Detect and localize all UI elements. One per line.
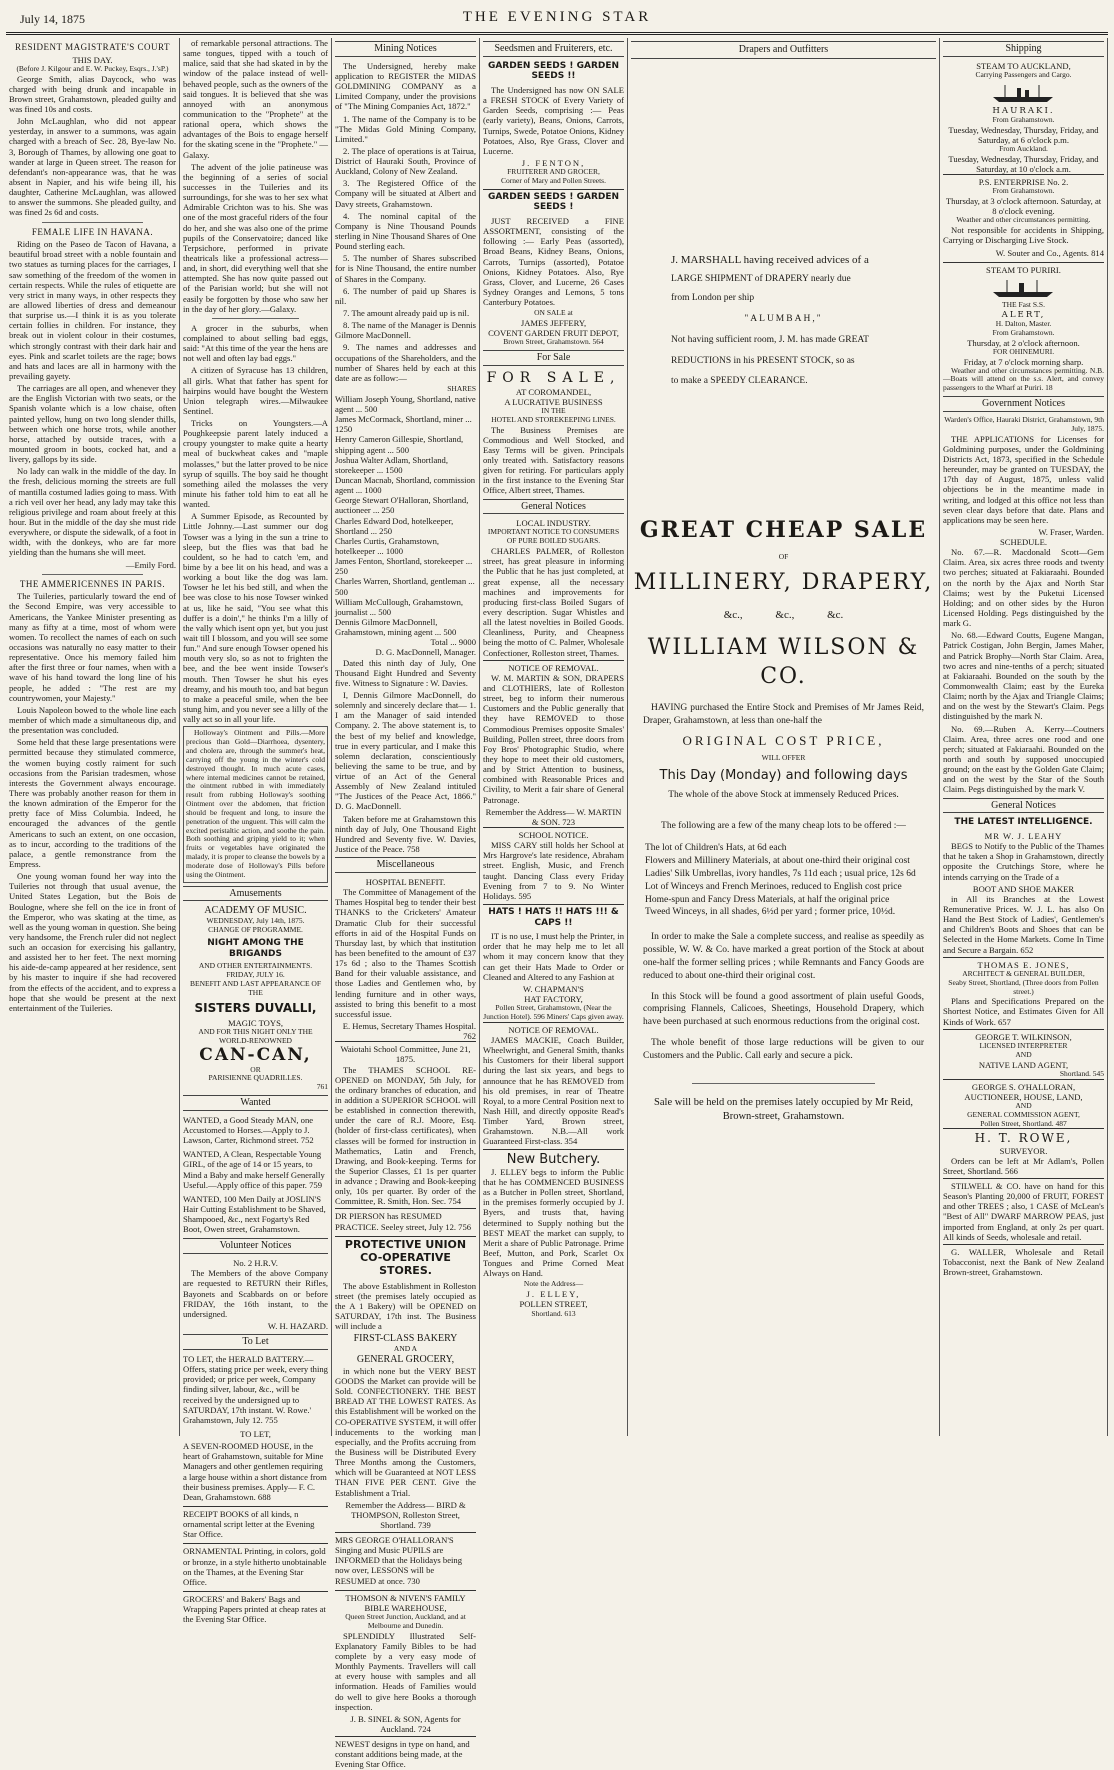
sale-goods: MILLINERY, DRAPERY,: [633, 570, 934, 596]
removal2-text: JAMES MACKIE, Coach Builder, Wheelwright, and General Smith, thanks his Customers for their liberal support during the last six years, and begs to announce that he has REMOVED from his old premises, in rear of Theatre Royal, to a more Central Position next to Nash Hill, and directly opposite Read's Timber Yard, Brown street, Grahamstown. N.B.—All work Guaranteed First-class. 354: [483, 1034, 624, 1147]
general-notices-heading: General Notices: [483, 499, 624, 515]
column-5: [628, 38, 940, 1436]
marshall-ship: "ALUMBAH,": [744, 313, 823, 324]
shareholder-row: Charles Edward Dod, hotelkeeper, Shortland ... 250: [335, 515, 454, 536]
weather-note: Weather and other circumstances permitting.: [956, 215, 1091, 225]
blank-space: [631, 63, 936, 253]
order-para: In order to make the Sale a complete success, and realise as speedily as possible, W. W. & Co. have marked a great portion of the Stock at about one-half the former selling prices ; while Remnants and Fancy Goods are reduced to about one-third their original cost.: [643, 932, 924, 981]
following-lots: The following are a few of the many cheap lots to be offered :—: [661, 820, 906, 831]
lot-item: Tweed Winceys, in all shades, 6½d per yard ; former price, 10½d.: [645, 907, 896, 918]
hats-address: Pollen Street, Grahamstown, (Near the Junction Hotel). 596 Miners' Caps given away.: [483, 1003, 624, 1021]
holloway-ad: Holloway's Ointment and Pills.—More precious than Gold—Diarrhoea, dysentery, and cholera are, through the summer's heat, carrying off the young in the winter's cold destroyed thought. In much acute cases, where internal medicines cannot be retained, the ointment rubbed in with immediately result from rubbing Holloway's soothing Ointment over the abdomen, that friction should be frequent and long, to insure the penetration of the unguent. This will calm the excited peristaltic action, and soothe the pain. Both soothing and griping yield to it; when fruits or vegetables have originated the malady, it is proper to cleanse the bowels by a moderate dose of Holloway's Pills before using the Ointment.: [183, 726, 328, 882]
academy-title: ACADEMY OF MUSIC.: [204, 905, 307, 917]
paris-para-3: Some held that these large presentations were permitted because they stimulated commerce, the women buying costly raiment for such occasions from the Parisian tradesmen, whose interests the Government always encourage. There was probably another reason for them in the known admiration of the Emperor for the pretty face of Miss Columbia. Indeed, he encouraged the advances of the gentle Americans to such an extent, on one occasion, as to incur, according to the traditions of the palace, a gentle remonstrance from the Empress.: [9, 737, 176, 869]
academy-friday: FRIDAY, JULY 16.: [226, 969, 285, 979]
divider: [42, 222, 142, 223]
government-heading: Government Notices: [943, 396, 1104, 412]
thomson-title: THOMSON & NIVEN'S FAMILY BIBLE WAREHOUSE,: [335, 1590, 476, 1613]
mining-manager: D. G. MacDonnell, Manager.: [375, 647, 476, 658]
marshall-line-2: LARGE SHIPMENT of DRAPERY nearly due: [671, 274, 851, 285]
schedule-item: No. 68.—Edward Coutts, Eugene Mangan, Patrick Costigan, John Bergin, James Maher, and Patrick Brophy—North Star Claim. Area, two acres and nine-tenths of a perch; situated at Fakiaraahi. Bounded on the south by the Commonwealth Claim; east by the Eureka Claim; north by the Ajax and Triangle Claims; and on the west by the Stewart's Claim. Pegs distinguished by the mark N.: [943, 630, 1104, 722]
mining-item: 6. The number of paid up Shares is nil.: [335, 285, 476, 306]
forsale-in: IN THE: [541, 405, 566, 415]
jeffery-name: JAMES JEFFERY,: [520, 318, 587, 329]
column-2: [180, 38, 332, 1625]
removal2-title: NOTICE OF REMOVAL.: [483, 1022, 624, 1035]
rowe-name: H. T. ROWE,: [943, 1128, 1104, 1145]
lot-item: Ladies' Silk Umbrellas, ivory handles, 7s 11d each ; usual price, 12s 6d: [645, 869, 916, 880]
jeffery-address: Brown Street, Grahamstown. 564: [503, 337, 604, 347]
jones-name: THOMAS E. JONES,: [943, 957, 1104, 970]
hats-factory: HAT FACTORY,: [524, 994, 583, 1005]
shareholder-row: Henry Cameron Gillespie, Shortland, shipping agent ... 500: [335, 434, 464, 455]
academy-quadrilles: PARISIENNE QUADRILLES.: [208, 1073, 303, 1083]
paris-para-2: Louis Napoleon bowed to the whole line each member of which made a simultaneous dip, and the presentation was concluded.: [9, 704, 176, 736]
hauraki-times-1: Tuesday, Wednesday, Thursday, Friday, and Saturday, at 6 o'clock p.m.: [948, 124, 1099, 145]
mining-item: 7. The amount already paid up is nil.: [343, 308, 470, 319]
coop-text: The above Establishment in Rolleston street (the premises lately occupied as the A 1 Bakery) will be OPENED on SATURDAY, 17th inst. The Business will include a: [335, 1280, 476, 1332]
fenton-name: J. FENTON,: [521, 158, 586, 168]
galaxy-para-1: of remarkable personal attractions. The same tongues, tipped with a touch of malice, said that she had skated in by the window of the palace instead of well-behaved people, such as the owners of the said tongues. It is believed that she was annoyed with an anonymous communication to the "Prophete" at the rational opera, which shows the advantages of the Bois to engage herself for the skating scene in the "Prophete." — Galaxy.: [183, 38, 328, 160]
alert-master: H. Dalton, Master.: [995, 318, 1052, 328]
not-responsible-note: Not responsible for accidents in Shipping, Carrying or Discharging Live Stock.: [943, 225, 1104, 246]
tolet-ad-2-title: TO LET,: [240, 1428, 271, 1439]
seeds2-text: JUST RECEIVED a FINE ASSORTMENT, consisting of the following :— Early Peas (assorted), Broad Beans, Kidney Beans, Onions, Carrots, Turnips (assorted), Potatoe Onions, Kidney Potatoes. Also, Rye Grass, Clover, and Lucerne, 26 Cases Sydney Oranges and Lemons, 5 tons Canterbury Potatoes.: [483, 216, 624, 308]
court-para-2: John McLaughlan, who did not appear yesterday, in answer to a summons, was again charged with a breach of Sec. 28, Bye-law No. 3, Borough of Thames, by allowing one goat to wander at large in Queen street. The reason for defendant's non-appearance was, that he was absent in Napier, and his wife being ill, his daughter, Catherine McLaughlan, was allowed to answer the summons. She pleaded guilty, and was fined 2s 6d and costs.: [9, 116, 176, 218]
enterprise-name: P.S. ENTERPRISE No. 2.: [943, 174, 1104, 187]
warden-head: Warden's Office, Hauraki District, Grahamstown, 9th July, 1875.: [944, 414, 1104, 433]
butchery-street: POLLEN STREET,: [519, 1299, 588, 1310]
mining-dated: Dated this ninth day of July, One Thousand Eight Hundred and Seventy five. Witness to Signature : W. Davies.: [335, 657, 476, 688]
mining-items: [335, 114, 476, 384]
misc-heading: Miscellaneous: [335, 857, 476, 873]
school-text: The THAMES SCHOOL RE-OPENED on MONDAY, 5th July, for the ordinary branches of education, and in addition a SUPERIOR SCHOOL will be established in connection therewith, under the care of R.J. Moore, Esq. (holder of first-class certificates), when classes will be formed for instruction in Mathematics, Latin and French, Drawing, and Book-keeping. Terms for the Superior Classes, £1 1s per quarter in advance ; Drawing and Book-keeping only, 10s per quarter. By order of the Committee, R. Smith, Hon. Sec. 754: [335, 1064, 476, 1207]
tolet-heading: To Let: [183, 1334, 328, 1350]
waller-ad: G. WALLER, Wholesale and Retail Tobacconist, next the Bank of New Zealand Brown-street, Grahamstown.: [943, 1244, 1104, 1277]
volunteer-text: The Members of the above Company are requested to RETURN their Rifles, Bayonets and Scabbards on or before FRIDAY, the 16th instant, to the undersigned.: [183, 1268, 328, 1319]
forsale-at: AT COROMANDEL,: [515, 386, 592, 397]
volunteer-heading: Volunteer Notices: [183, 1238, 328, 1254]
boot-shoe: BOOT AND SHOE MAKER: [972, 883, 1075, 894]
latest-intelligence: THE LATEST INTELLIGENCE.: [954, 817, 1093, 828]
sale-of: OF: [778, 551, 789, 561]
ohalloran-name: GEORGE S. O'HALLORAN,: [943, 1079, 1104, 1092]
schedule-title: SCHEDULE.: [999, 537, 1048, 548]
hauraki-from-1: From Grahamstown.: [992, 114, 1055, 124]
divider: [212, 318, 299, 319]
marshall-line-4: Not having sufficient room, J. M. has made GREAT: [671, 334, 869, 345]
butchery-note: Note the Address—: [523, 1279, 584, 1289]
hats-title: HATS ! HATS !! HATS !!! & CAPS !!: [483, 904, 624, 928]
ohalloran-address: Pollen Street, Shortland. 487: [980, 1118, 1067, 1128]
pierson-ad: DR PIERSON has RESUMED PRACTICE. Seeley street, July 12. 756: [335, 1208, 476, 1231]
alert-times-2: Friday, at 7 o'clock morning sharp.: [963, 356, 1084, 367]
alert-intro: THE Fast S.S.: [1002, 299, 1045, 309]
academy-other: AND OTHER ENTERTAINMENTS.: [198, 961, 313, 971]
removal-signature: Remember the Address— W. MARTIN & SON. 723: [485, 806, 622, 827]
paris-para-1: The Tuileries, particularly toward the end of the Second Empire, was very accessible to Americans, the Yankee Minister presenting as many as fifty at a time, most of whom were women. To recollect the names of each on such occasions was naturally no easy matter to their representative. Once his memory failed him after the first three or four names, when with a wave of his hand toward the long line of his people, he added : "The rest are my countrywomen, your Majesty.": [9, 591, 176, 703]
ohalloran-agent: GENERAL COMMISSION AGENT,: [967, 1109, 1080, 1119]
newest-type-ad: NEWEST designs in type on hand, and constant additions being made, at the Evening Star Office.: [335, 1736, 476, 1769]
steamship-icon: [989, 277, 1059, 299]
hospital-signature: E. Hemus, Secretary Thames Hospital. 762: [342, 1020, 476, 1042]
lots-list: [631, 842, 936, 919]
alert-from: From Grahamstown.: [992, 327, 1055, 337]
galaxy-para-2: The advent of the jolie patineuse was the beginning of a series of social successes in the Tuileries and its surroundings, for she was to her sex what Admirable Crichton was to his. She was one of the most graceful riders of the four do her, and she was also one of the prime pupils of the Conservatoire; danced like Terpsichore, performed in private theatricals like a professional actress—and, in short, did everything well that she attempted. She has now quite passed out of the Parisian world; but she will not easily be forgotten by those who saw her in the day of her glory.—Galaxy.: [183, 161, 328, 314]
court-sub: THIS DAY.: [72, 54, 113, 65]
steamship-icon: [989, 82, 1059, 104]
hauraki-times-2: Tuesday, Wednesday, Thursday, Friday, and Saturday, at 10 o'clock a.m.: [948, 153, 1099, 175]
coop-title: PROTECTIVE UNION CO-OPERATIVE STORES.: [335, 1236, 476, 1278]
jones-address: Seaby Street, Shortland, (Three doors from Pollen street.): [948, 977, 1099, 996]
benefit-para: The whole benefit of those large reductions will be given to our Customers and the Public. Call early and secure a pick.: [643, 1037, 924, 1061]
coop-and: AND A: [393, 1344, 418, 1354]
butchery-text: J. ELLEY begs to inform the Public that he has COMMENCED BUSINESS as a Butcher in Pollen street, Shortland, in the premises formerly occupied by J. Byers, and trusts that, having determined to Supply nothing but the BEST MEAT the market can supply, to Merit a share of Public Patronage. Prime Beef, Mutton, and Pork, Scarlet Ox Tongues and Prime Corned Meat Always on Hand.: [483, 1166, 624, 1279]
blank-space: [631, 388, 936, 516]
shareholder-row: William Joseph Young, Shortland, native agent ... 500: [335, 393, 476, 414]
alert-note: Weather and other circumstances permitting. N.B.—Boats will attend on the s.s. Alert, and convey passengers to the Wharf at Puriri. 18: [943, 365, 1104, 393]
lot-item: The lot of Children's Hats, at 6d each: [645, 843, 787, 854]
seeds-text: The Undersigned has now ON SALE a FRESH STOCK of Every Variety of Garden Seeds, comprising :— Peas (early variety), Beans, Onions, Carrots, Turnips, Swede, Potatoe Onions, Kidney Potatoes, Also, Rye Grass, Clover and Lucerne.: [483, 85, 624, 156]
forsale-heading: For Sale: [483, 350, 624, 366]
shares-head: SHARES: [447, 384, 476, 394]
wilkinson-town: Shortland. 545: [1059, 1068, 1104, 1078]
alert-times-1: Thursday, at 2 o'clock afternoon.: [967, 337, 1080, 348]
ohalloran-trade: AUCTIONEER, HOUSE, LAND,: [964, 1091, 1083, 1102]
academy-or: OR: [250, 1064, 261, 1074]
leahy-name: MR W. J. LEAHY: [984, 830, 1063, 841]
mining-item: 2. The place of operations is at Tairua, District of Hauraki South, Province of Auckland, Colony of New Zealand.: [335, 145, 476, 177]
amusements-heading: Amusements: [183, 886, 328, 902]
wanted-ad-1: WANTED, a Good Steady MAN, one Accustomed to Horses.—Apply to J. Lawson, Carter, Richmond street. 752: [183, 1114, 314, 1146]
school-notice-text: MISS CARY still holds her School at Mrs Hargrove's late residence, Abraham street. English, Music, and French taught. Dancing Class every Friday Evening from 7 to 9. No Winter Holidays. 595: [483, 840, 624, 901]
havana-para-1: Riding on the Paseo de Tacon of Havana, a beautiful broad street with a noble fountain and two statues as turning places for the carriages, I saw something of the freedom of the women in certain respects. While the rules of etiquette are very strict in many ways, in other respects they are allowed liberties of dress and demeanour that surprise us.—I think it is as you tolerate certain follies in children. For instance, they break out in violent colour in their costumes, which strongly contrast with their dark hair and eyes. Pink and scarlet toilets are the rage; bows and hats and laces are all in harmony with the prevailing gayety.: [9, 239, 176, 381]
shareholder-row: George Stewart O'Halloran, Shortland, auctioneer ... 250: [335, 495, 469, 516]
steam1-sub: Carrying Passengers and Cargo.: [975, 69, 1072, 79]
thomson-address: Queen Street Junction, Auckland, and at Melbourne and Dunedin.: [345, 1612, 466, 1630]
ohalloran-and: AND: [1015, 1100, 1032, 1110]
hospital-title: HOSPITAL BENEFIT.: [365, 876, 446, 887]
marshall-line-3: from London per ship: [671, 293, 755, 304]
summer-para: A Summer Episode, as Recounted by Little Johnny.—Last summer our dog Towser was a lying in the sun a trine to sleep, but the flies was that bad he couldent, so he had to catch 'em, and bime by a bee lit on his head, and was a working a bout like the dog was lam. Towser he let his bed still, and when the bee was close to his nose Towser winked at us, like he said, "You see what this duffer is a doin'," he thinks I'm a lilly of the vally which isent opn yet, but you just wait till I blossom, and you will see some fun." And sure enough Towser opened his mouth very slo, so as not to frighten the bee, and the bee went inside Towser's mouth. Then Towser he shut his eyes dreamy, and his mouth too, and bat begun to make a peaceful smile, when the bee stung him, and you never see a lilly of the vally act so in all your life.: [183, 511, 328, 725]
warden-text: THE APPLICATIONS for Licenses for Goldmining purposes, under the Goldmining Districts Act, 1873, specified in the Schedule hereunder, may be granted on TUESDAY, the 17th day of August, 1875, unless valid objections be in the meantime made in writing, and lodged at this office not less than seven clear days before that date. Plans and applications may be seen here.: [943, 433, 1104, 525]
grocer-para: A grocer in the suburbs, when complained to about selling bad eggs, said: "At this time of the year the hens are not well and often lay bad eggs.": [183, 322, 328, 364]
mining-item: 8. The name of the Manager is Dennis Gilmore MacDonnell.: [335, 320, 476, 341]
enterprise-from: From Grahamstown.: [992, 186, 1055, 196]
hats-name: W. CHAPMAN'S: [523, 983, 584, 994]
column-4: [480, 38, 628, 1436]
alert-ohinemuri: FOR OHINEMURI.: [992, 346, 1055, 356]
issue-date: July 14, 1875: [20, 12, 86, 26]
rowe-text: Orders can be left at Mr Adlam's, Pollen Street, Shortland. 566: [943, 1155, 1104, 1176]
shareholder-list: [335, 394, 476, 637]
hauraki-name: HAURAKI.: [992, 105, 1055, 116]
academy-cancan: CAN-CAN,: [199, 1045, 312, 1066]
newspaper-title: THE EVENING STAR: [462, 9, 652, 25]
wanted-ad-3: WANTED, 100 Men Daily at JOSLIN'S Hair Cutting Establishment to be Shaved, Shampooed, &c., next Fogarty's Red Boot, Owen street, Grahamstown.: [183, 1193, 326, 1235]
mining-intro: The Undersigned, hereby make application to REGISTER the MIDAS GOLDMINING COMPANY as a Limited Company, under the provisions of "The Mining Companies Act, 1872.": [335, 60, 476, 112]
mining-declaration: I, Dennis Gilmore MacDonnell, do solemnly and sincerely declare that— 1. I am the Manager of said intended Company. 2. The above statement is, to the best of my belief and knowledge, true in every particular, and I make this solemn declaration, conscientiously believing the same to be true, and by virtue of an Act of the General Assembly of New Zealand intituled "The Justices of the Peace Act, 1866." D. G. MacDonnell.: [335, 689, 476, 812]
wilson-having: HAVING purchased the Entire Stock and Premises of Mr James Reid, Draper, Grahamstown, at less than one-half the: [643, 702, 924, 726]
stock-para: In this Stock will be found a good assortment of plain useful Goods, comprising Flannels, Calicoes, Sheetings, Household Drapery, which have been purchased at such enormous reductions from the original cost.: [643, 991, 924, 1028]
grocers-bags-ad: GROCERS' and Bakers' Bags and Wrapping Papers printed at cheap rates at the Evening Star Office.: [183, 1591, 328, 1624]
forsale-hotel: HOTEL AND STOREKEEPING LINES.: [491, 414, 616, 424]
forsale-lucrative: A LUCRATIVE BUSINESS: [504, 396, 603, 407]
steam1-title: STEAM TO AUCKLAND,: [976, 60, 1071, 71]
tolet-ad-2: A SEVEN-ROOMED HOUSE, in the heart of Grahamstown, suitable for Mine Managers and other gentlemen requiring a large house within a short distance from their business premises. Apply— F. C. Dean, Grahamstown. 688: [183, 1441, 327, 1502]
held-para: Sale will be held on the premises lately occupied by Mr Reid, Brown-street, Grahamstown.: [654, 1096, 913, 1122]
volunteer-number: No. 2 H.R.V.: [233, 1258, 278, 1269]
coop-grocery: GENERAL GROCERY,: [356, 1354, 455, 1366]
mining-item: 3. The Registered Office of the Company will be situated at Albert and Davy streets, Grahamstown.: [335, 178, 476, 209]
shares-total: Total ... 9000: [430, 637, 476, 648]
shareholder-row: James McCormack, Shortland, miner ... 1250: [335, 414, 472, 435]
sale-etc: &c., &c., &c.: [723, 608, 844, 621]
original-cost: ORIGINAL COST PRICE,: [682, 732, 885, 748]
column-6: [940, 38, 1108, 1436]
school-notice-title: SCHOOL NOTICE.: [483, 827, 624, 840]
leahy-text: BEGS to Notify to the Public of the Thames that he taken a Shop in Grahamstown, directly opposite the Crutchings Store, where he intends carrying on the Trade of a: [943, 841, 1104, 882]
hospital-text: The Committee of Management of the Thames Hospital beg to tender their best THANKS to the Cricketers' Amateur Dramatic Club for their successful efforts in aid of the Hospital Funds on Thursday last, by which that institution has been benefited to the amount of £37 17s 6d ; also to the Thames Scottish Band for their valuable assistance, and those Ladies and Gentlemen who, by lending furniture and in other ways, assisted to bring this benefit to a most successful issue.: [335, 887, 476, 1019]
marshall-line-6: to make a SPEEDY CLEARANCE.: [671, 376, 808, 387]
butchery-town: Shortland. 613: [531, 1308, 576, 1318]
lot-item: Home-spun and Fancy Dress Materials, at half the original price: [645, 894, 890, 905]
receipt-books-ad: RECEIPT BOOKS of all kinds, n ornamental script letter at the Evening Star Office.: [183, 1506, 328, 1539]
forsale-text: The Business Premises are Commodious and Well Stocked, and Easy Terms will be given. Principals only treated with. Satisfactory reasons given for retiring. For particulars apply in the first instance to the Evening Star Office, Albert street, Thames.: [483, 424, 624, 496]
thomson-signature: J. B. SINEL & SON, Agents for Auckland. 724: [350, 1713, 461, 1734]
academy-sisters: SISTERS DUVALLI,: [194, 1000, 317, 1015]
schedule-item: No. 69.—Ruben A. Kerry—Coutners Claim. Area, three acres one rood and one perch; situated at Fakiaraahi. Bounded on the north and south by supposed unoccupied ground; on the east by the Golden Gate Claim; and on the west by the Star of the South Claim. Pegs distinguished by the mark V.: [943, 723, 1104, 795]
academy-brigands: NIGHT AMONG THE BRIGANDS: [207, 937, 304, 959]
paris-para-4: One young woman found her way into the Tuileries not through that usual avenue, the United States Legation, but the Bois de Boulogne, where she fell on the ice in front of the Emperor, who was skating at the time, as well as the young woman in question. She being very handsome, the French ruler did not neglect such an occasion for exercising his gallantry, and assisted her to her feet. The next morning his aide-de-camp appeared at her residence, sent by his master to inquire if she had recovered from the effects of the accident, and to express a hope that she would be present at the next entertainment of the Tuileries.: [9, 871, 176, 1013]
hauraki-from-2: From Auckland.: [999, 144, 1048, 154]
lot-item: Flowers and Millinery Materials, at about one-third their original cost: [645, 856, 910, 867]
havana-signature: —Emily Ford.: [125, 559, 176, 570]
enterprise-times: Thursday, at 3 o'clock afternoon. Saturday, at 8 o'clock evening.: [945, 196, 1102, 217]
mining-heading: Mining Notices: [335, 41, 476, 57]
jeffery-depot: COVENT GARDEN FRUIT DEPOT,: [488, 328, 619, 339]
masthead: [6, 4, 1108, 35]
seeds-heading: Seedsmen and Fruiterers, etc.: [483, 41, 624, 57]
academy-magic: MAGIC TOYS,: [227, 1017, 284, 1028]
local-industry-title: LOCAL INDUSTRY.: [516, 518, 591, 529]
thomson-text: SPLENDIDLY Illustrated Self-Explanatory Family Bibles to be had complete by a very easy mode of Monthly Payments. Travellers will call at every house with samples and all information. Heads of Families would do well to give here Books a thorough inspection.: [335, 1630, 476, 1712]
marshall-line-1: J. MARSHALL having received advices of a: [671, 253, 869, 266]
wilkinson-agent: NATIVE LAND AGENT,: [978, 1059, 1069, 1070]
column-3: [332, 38, 480, 1770]
reduced-prices: The whole of the above Stock at immensely Reduced Prices.: [668, 789, 899, 800]
mining-item: 9. The names and addresses and occupations of the Shareholders, and the number of Shares held by each at this date are as follow:—: [335, 342, 476, 383]
column-1: [6, 38, 180, 1436]
paris-heading: THE AMMERICENNES IN PARIS.: [19, 578, 166, 589]
shareholder-row: Charles Warren, Shortland, gentleman ... 500: [335, 576, 475, 597]
shareholder-row: Duncan Macnab, Shortland, commission agent ... 1000: [335, 474, 476, 496]
hats-text: IT is no use, I must help the Printer, in order that he may help me to let all whom it may concern know that they can get their Hats Made to Order or Cleaned and Altered to any Fashion at: [483, 931, 624, 982]
forsale-title: FOR SALE,: [486, 370, 621, 387]
ornamental-printing-ad: ORNAMENTAL Printing, in colors, gold or bronze, in a style hitherto unobtainable on the Thames, at the Evening Star Office.: [183, 1543, 328, 1587]
havana-para-3: No lady can walk in the middle of the day. In the fresh, delicious morning the streets are full of mantilla costumed ladies going to mass. With a rich veil over her head, any lady may take this religious privilege and roam about freely at this hour. But in the middle of the day she must ride everywhere, or dispute the sidewalk, of a foot in width, with the donkeys, who are far more yielding than the humans she will meet.: [9, 466, 176, 558]
shareholder-row: Joshua Walter Adlam, Shortland, storekeeper ... 1500: [335, 454, 449, 475]
this-day: This Day (Monday) and following days: [659, 768, 908, 784]
rowe-trade: SURVEYOR.: [999, 1145, 1048, 1156]
mining-taken: Taken before me at Grahamstown this ninth day of July, One Thousand Eight Hundred and Seventy five. W. Davies, Justice of the Peace. 758: [335, 813, 476, 855]
jones-text: Plans and Specifications Prepared on the Shortest Notice, and Estimates Given for All Kinds of Work. 657: [943, 996, 1104, 1027]
souter-signature: W. Souter and Co., Agents. 814: [995, 247, 1104, 258]
stilwell-ad: STILWELL & CO. have on hand for this Season's Planting 20,000 of FRUIT, FOREST and other TREES ; also, 1 CASE of McLean's "Best of All" DWARF MARROW PEAS, just imported from England, at only 2s per quart. All kinds of Seeds, wholesale and retail.: [943, 1178, 1104, 1242]
general-notices-heading-2: General Notices: [943, 798, 1104, 814]
butchery-name: J. ELLEY,: [526, 1289, 581, 1300]
leahy-text-2: in All its Branches at the Lowest Remunerative Prices. W. J. L. has also On Hand the Best Stock of Ladies', Gentlemen's and Children's Boots and Shoes that can be Selected in the Home Markets. Come In Time and Secure a Bargain. 652: [943, 893, 1104, 955]
steam2-title: STEAM TO PURIRI.: [943, 262, 1104, 275]
will-offer: WILL OFFER: [761, 753, 806, 763]
shareholder-row: James Fenton, Shortland, storekeeper ... 250: [335, 556, 473, 577]
wanted-ad-2: WANTED, A Clean, Respectable Young GIRL, of the age of 14 or 15 years, to Mind a Baby and make herself Generally Useful.—Apply office of this paper. 759: [183, 1149, 325, 1190]
shareholder-row: William McCullough, Grahamstown, journalist ... 500: [335, 596, 464, 617]
wilson-name: WILLIAM WILSON & CO.: [647, 634, 920, 690]
fenton-address: Corner of Mary and Pollen Streets.: [501, 175, 606, 185]
sale-title: GREAT CHEAP SALE: [639, 517, 928, 544]
warden-signature: W. Fraser, Warden.: [1038, 526, 1104, 537]
volunteer-signature: W. H. HAZARD.: [267, 1321, 328, 1332]
palmer-text: CHARLES PALMER, of Rolleston street, has great pleasure in informing the Public that he has just completed, at great expense, all the necessary machines and improvements for producing first-class Boiled Sugars of every description. Sugar Whistles and all the latest novelties in Boiled Goods. Cleanliness, Purity, and Cheapness being the motto of C. Palmer, Wholesale Confectioner, Rolleston street, Thames.: [483, 546, 624, 658]
marshall-line-5: REDUCTIONS in his PRESENT STOCK, so as: [671, 355, 855, 366]
seeds2-title: GARDEN SEEDS ! GARDEN SEEDS !: [483, 189, 624, 213]
seeds-title: GARDEN SEEDS ! GARDEN SEEDS !!: [487, 60, 620, 82]
jeffery-sale: ON SALE at: [534, 308, 573, 318]
coop-text-2: in which none but the VERY BEST GOODS the Market can provide will be Sold. CONFECTIONERY. THE BEST BREAD AT THE LOWEST RATES. As this Establishment will be worked on the CO-OPERATIVE SYSTEM, it will offer inducements to the working man especially, and the Profits accruing from the Business will be Distributed Every Three Months among the Customers, which will be Guaranteed at NOT LESS THAN FIVE PER CENT. Give the Establishment a Trial.: [335, 1365, 476, 1498]
shareholder-row: Charles Curtis, Grahamstown, hotelkeeper ... 1000: [335, 535, 440, 556]
coop-signature: Remember the Address— BIRD & THOMPSON, Rolleston Street, Shortland. 739: [345, 1499, 466, 1530]
tolet-ad-1: TO LET, the HERALD BATTERY.—Offers, stating price per week, every thing provided; or price per week, Company finding silver, labour, &c., will be received by the undersigned up to SATURDAY, 17th instant. W. Rowe.' Grahamstown, July 12. 755: [183, 1353, 328, 1425]
divider: [692, 1083, 875, 1084]
academy-night: AND FOR THIS NIGHT ONLY THE WORLD-RENOWNED: [198, 1026, 313, 1045]
marshall-ad: [631, 253, 936, 389]
school-committee-head: Waiotahi School Committee, June 21, 1875.: [335, 1041, 476, 1064]
wilkinson-and: AND: [1015, 1049, 1032, 1059]
wilkinson-name: GEORGE T. WILKINSON,: [943, 1029, 1104, 1042]
academy-ad-number: 761: [316, 1082, 328, 1092]
wilkinson-trade: LICENSED INTERPRETER: [979, 1040, 1068, 1050]
schedule-item: No. 67.—R. Macdonald Scott—Gem Claim. Area, six acres three roods and twenty two perches; situated at Fakiaraahi. Bounded on the north by the Ajax and North Star Claims; west by the Puketui Licensed Holding; and on other sides by the Huron Licensed Holding. Pegs distinguished by the mark G.: [943, 547, 1104, 629]
academy-change: CHANGE OF PROGRAMME.: [208, 925, 303, 935]
alert-name: ALERT,: [1001, 309, 1046, 320]
drapers-heading: Drapers and Outfitters: [631, 41, 936, 59]
mining-item: 5. The number of Shares subscribed for is Nine Thousand, the entire number of Shares in the Company.: [335, 253, 476, 284]
court-para-1: George Smith, alias Daycock, who was charged with being drunk and incapable in Brown street, Grahamstown, pleaded guilty and was fined 10s and costs.: [9, 73, 176, 115]
divider: [42, 574, 142, 575]
mining-item: 4. The nominal capital of the Company is Nine Thousand Pounds sterling in Nine Thousand Shares of One Pound sterling each.: [335, 210, 476, 252]
fenton-trade: FRUITERER AND GROCER,: [507, 167, 600, 177]
jones-trade: ARCHITECT & GENERAL BUILDER,: [962, 968, 1085, 978]
court-before: (Before J. Kilgour and E. W. Puckey, Esqrs., J.'sP.): [16, 63, 169, 73]
ohalloran-music-ad: MRS GEORGE O'HALLORAN'S Singing and Music PUPILS are INFORMED that the Holidays being now over, LESSONS will be RESUMED at once. 730: [335, 1532, 476, 1586]
mining-item: 1. The name of the Company is to be "The Midas Gold Mining Company, Limited.": [335, 113, 476, 144]
academy-benefit: BENEFIT AND LAST APPEARANCE OF THE: [190, 978, 321, 997]
butchery-title: New Butchery.: [483, 1149, 624, 1167]
tricks-para: Tricks on Youngsters.—A Poughkeepsie parent lately induced a croupy youngster to make quite a hearty meal of buckwheat cakes and "maple molasses," but the latter proved to be nice syrup of squills. The boy said he thought something ailed the molasses the very minute his father told him to eat all he wanted.: [183, 418, 328, 510]
shareholder-row: Dennis Gilmore MacDonnell, Grahamstown, mining agent ... 500: [335, 616, 457, 638]
havana-heading: FEMALE LIFE IN HAVANA.: [31, 226, 154, 237]
removal-text: W. M. MARTIN & SON, DRAPERS and CLOTHIERS, late of Rolleston street, beg to inform their numerous Customers and the Public generally that they have REMOVED to those Commodious Premises opposite Smales' Building, Pollen street, three doors from Foy Bros' Photographic Studio, where they hope to meet their old customers, and by Strict Attention to business, combined with Reasonable Prices and Civility, to Merit a fair share of General Patronage.: [483, 672, 624, 805]
court-heading: RESIDENT MAGISTRATE'S COURT: [15, 42, 170, 52]
academy-date: WEDNESDAY, July 14th, 1875.: [206, 916, 305, 926]
havana-para-2: The carriages are all open, and whenever they are the English Victorian with two seats, or the Spanish volante which is a low chaise, often painted yellow, hung on two long slender thills, between which one horse trots, while another horse, attached by outside traces, with a mounted groom in boots, cocked hat, and a livery, gallops by its side.: [9, 383, 176, 465]
wanted-heading: Wanted: [183, 1095, 328, 1111]
removal-title: NOTICE OF REMOVAL.: [483, 660, 624, 673]
lot-item: Lot of Winceys and French Merinoes, reduced to English cost price: [645, 881, 902, 892]
local-notice: IMPORTANT NOTICE TO CONSUMERS OF PURE BOILED SUGARS.: [487, 527, 620, 546]
coop-bakery: FIRST-CLASS BAKERY: [353, 1333, 458, 1345]
shipping-heading: Shipping: [943, 41, 1104, 57]
citizen-para: A citizen of Syracuse has 13 children, all girls. What that father has spent for hairpins would have bought the Western Union telegraph wires.—Milwaukee Sentinel.: [183, 365, 328, 416]
